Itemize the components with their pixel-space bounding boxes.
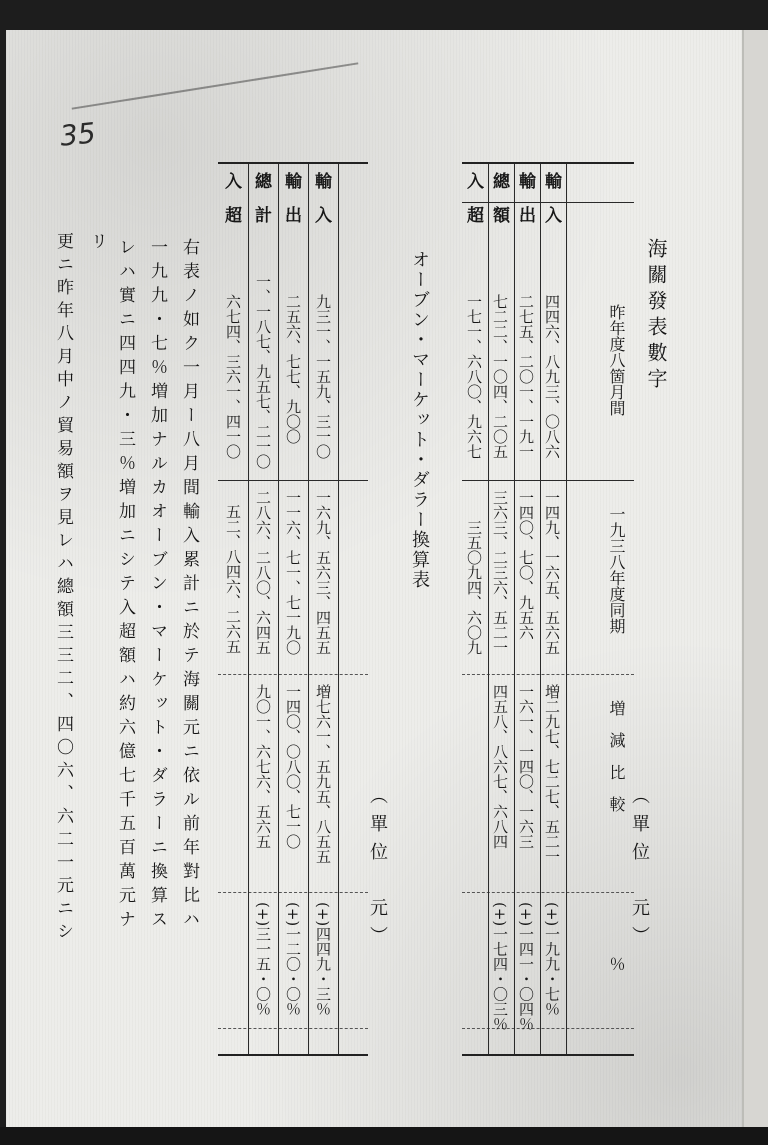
cell-curr: 一一六、七一、七一九〇	[284, 490, 302, 655]
cell-curr: 一六九、五六三、四五五	[314, 490, 332, 655]
cell-prev: 二五六、七七、九〇〇	[284, 294, 302, 444]
paragraph-line: 更ニ昨年八月中ノ貿易額ヲ見レハ總額三三二、四〇六、六二一元ニシ	[53, 232, 73, 945]
cell-prev: 一、一八七、九五七、二一〇	[254, 274, 272, 469]
conversion-table-title: オーブン・マーケット・ダラー換算表	[409, 250, 430, 590]
cell-prev: 二七五、二〇一、一九一	[517, 294, 535, 459]
row-label: 輸 出	[515, 172, 535, 223]
table-customs-figures	[462, 162, 634, 1056]
row-label: 輸 出	[281, 172, 301, 223]
cell-pct: (+)一四一・〇四％	[517, 902, 535, 1032]
cell-diff: 九〇一、六七六、五六五	[254, 684, 272, 849]
cell-pct: (+)一二〇・〇％	[284, 902, 302, 1017]
cell-diff: 増七六一、五九五、八五五	[314, 684, 332, 864]
page-number: 35	[58, 116, 98, 153]
cell-curr: 三六三、二三六、五二一	[491, 490, 509, 655]
cell-curr: 一四九、一六五、五六五	[543, 490, 561, 655]
adjacent-page-edge	[742, 30, 768, 1128]
row-label: 輸 入	[541, 172, 561, 223]
cell-pct: (+)一七四・〇三％	[491, 902, 509, 1032]
table-open-market-dollar	[218, 162, 368, 1056]
cell-pct: (+)三一五・〇％	[254, 902, 272, 1017]
row-label: 總 額	[489, 172, 509, 223]
cell-diff: 一六一、一四〇、一六三	[517, 684, 535, 849]
paragraph-line: リ	[87, 232, 107, 249]
scan-border	[0, 1127, 768, 1145]
row-label: 入 超	[221, 172, 241, 223]
cell-diff: 四五八、八六七、六八四	[491, 684, 509, 849]
unit-note-right: （單位 元）	[629, 786, 650, 954]
unit-note-left: （單位 元）	[367, 786, 388, 954]
cell-pct: (+)一九九・七％	[543, 902, 561, 1017]
header-diff: 増 減 比 較	[607, 700, 626, 812]
header-1938: 一九三八年度同期	[607, 506, 626, 634]
row-label: 入 超	[463, 172, 483, 223]
cell-prev: 六七四、三六一、四一〇	[224, 294, 242, 459]
cell-prev: 一七一、六八〇、九六七	[465, 294, 483, 459]
page-title: 海關發表數字	[644, 238, 668, 394]
row-label: 輸 入	[311, 172, 331, 223]
cell-diff: 一四〇、〇八〇、七一〇	[284, 684, 302, 849]
paragraph-line: レハ實ニ四四九・三％増加ニシテ入超額ハ約六億七千五百萬元ナ	[115, 238, 135, 934]
cell-curr: 一四〇、七〇、九五六	[517, 490, 535, 640]
cell-prev: 九三一、一五九、三一〇	[314, 294, 332, 459]
cell-curr: 三五〇九四、六〇九	[465, 520, 483, 655]
cell-curr: 二八六、二八〇、六四五	[254, 490, 272, 655]
cell-prev: 四四六、八九三、〇八六	[543, 294, 561, 459]
paragraph-line: 一九九・七％増加ナルカオーブン・マーケット・ダラーニ換算ス	[147, 238, 167, 934]
cell-curr: 五二、八四六、二六五	[224, 504, 242, 654]
paragraph-line: 右表ノ如ク一月ー八月間輸入累計ニ於テ海關元ニ依ル前年對比ハ	[179, 238, 199, 934]
cell-prev: 七二二、一〇四、二〇五	[491, 294, 509, 459]
header-pct: ％	[607, 956, 626, 972]
header-prev-year: 昨年度八箇月間	[607, 304, 626, 416]
cell-pct: (+)四四九・三％	[314, 902, 332, 1017]
cell-diff: 増二九七、七二七、五二一	[543, 684, 561, 864]
row-label: 總 計	[251, 172, 271, 223]
